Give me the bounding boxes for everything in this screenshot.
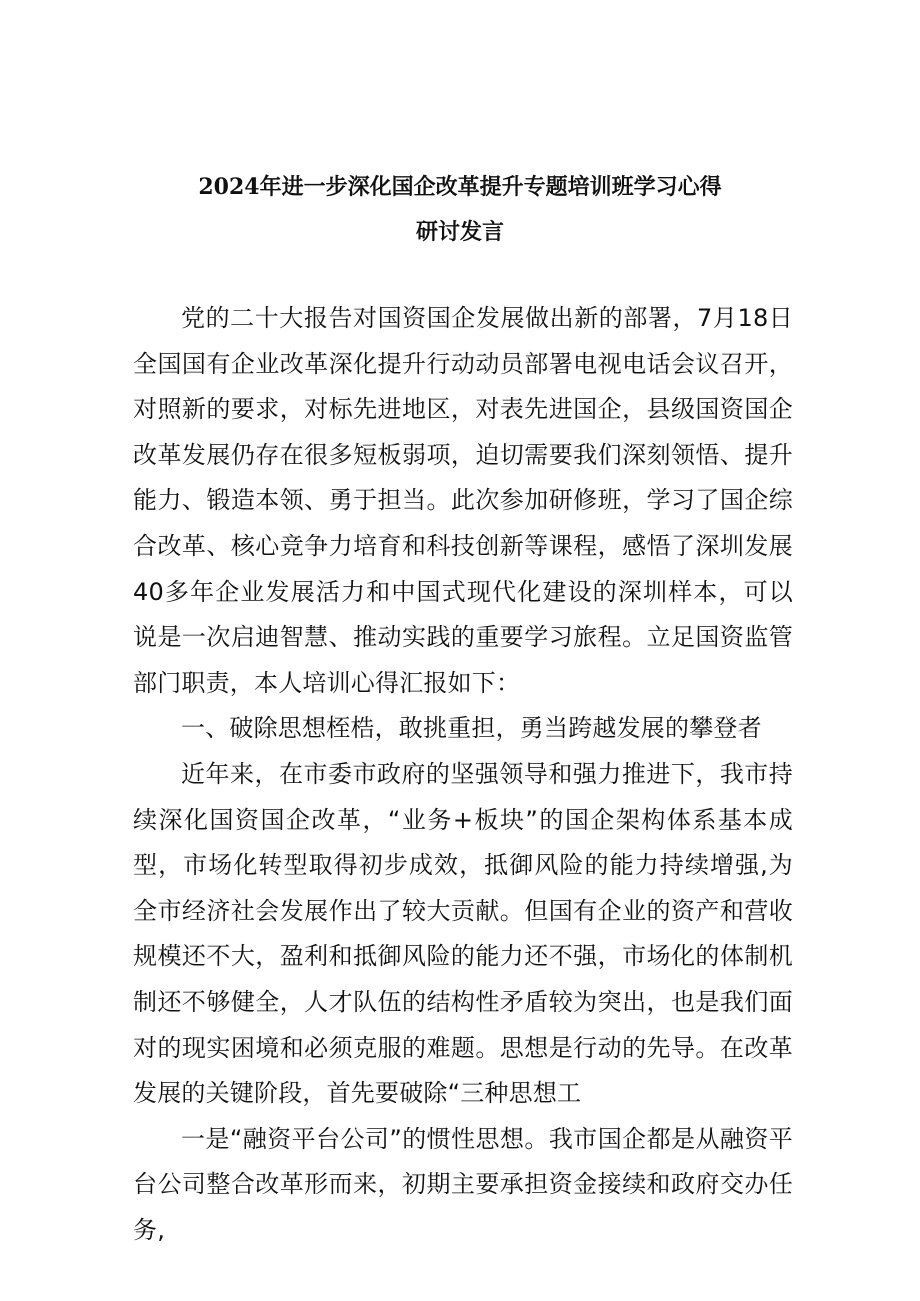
document-title: 2024年进一步深化国企改革提升专题培训班学习心得 (198, 174, 722, 200)
document-subtitle: 研讨发言 (415, 219, 504, 245)
body-paragraph: 一是“融资平台公司”的惯性思想。我市国企都是从融资平台公司整合改革形而来，初期主要承担资金接续和政府交办任务, (133, 1124, 793, 1244)
document-body (133, 296, 793, 1253)
body-paragraph: 近年来，在市委市政府的坚强领导和强力推进下，我市持续深化国资国企改革，“业务+板块”的国企架构体系基本成型，市场化转型取得初步成效，抵御风险的能力持续增强,为全市经济社会发展作出了较大贡献。但国有企业的资产和营收规模还不大，盈利和抵御风险的能力还不强，市场化的体制机制还不够健全，人才队伍的结构性矛盾较为突出，也是我们面对的现实困境和必须克服的难题。思想是行动的先导。在改革发展的关键阶段，首先要破除“三种思想工 (133, 759, 793, 1108)
intro-paragraph: 党的二十大报告对国资国企发展做出新的部署，7月18日全国国有企业改革深化提升行动动员部署电视电话会议召开，对照新的要求，对标先进地区，对表先进国企，县级国资国企改革发展仍存在很多短板弱项，迫切需要我们深刻领悟、提升能力、锻造本领、勇于担当。此次参加研修班，学习了国企综合改革、核心竞争力培育和科技创新等课程，感悟了深圳发展40多年企业发展活力和中国式现代化建设的深圳样本，可以说是一次启迪智慧、推动实践的重要学习旅程。立足国资监管部门职责，本人培训心得汇报如下： (133, 304, 793, 697)
section-heading: 一、破除思想桎梏，敢挑重担，勇当跨越发展的攀登者 (181, 714, 762, 743)
